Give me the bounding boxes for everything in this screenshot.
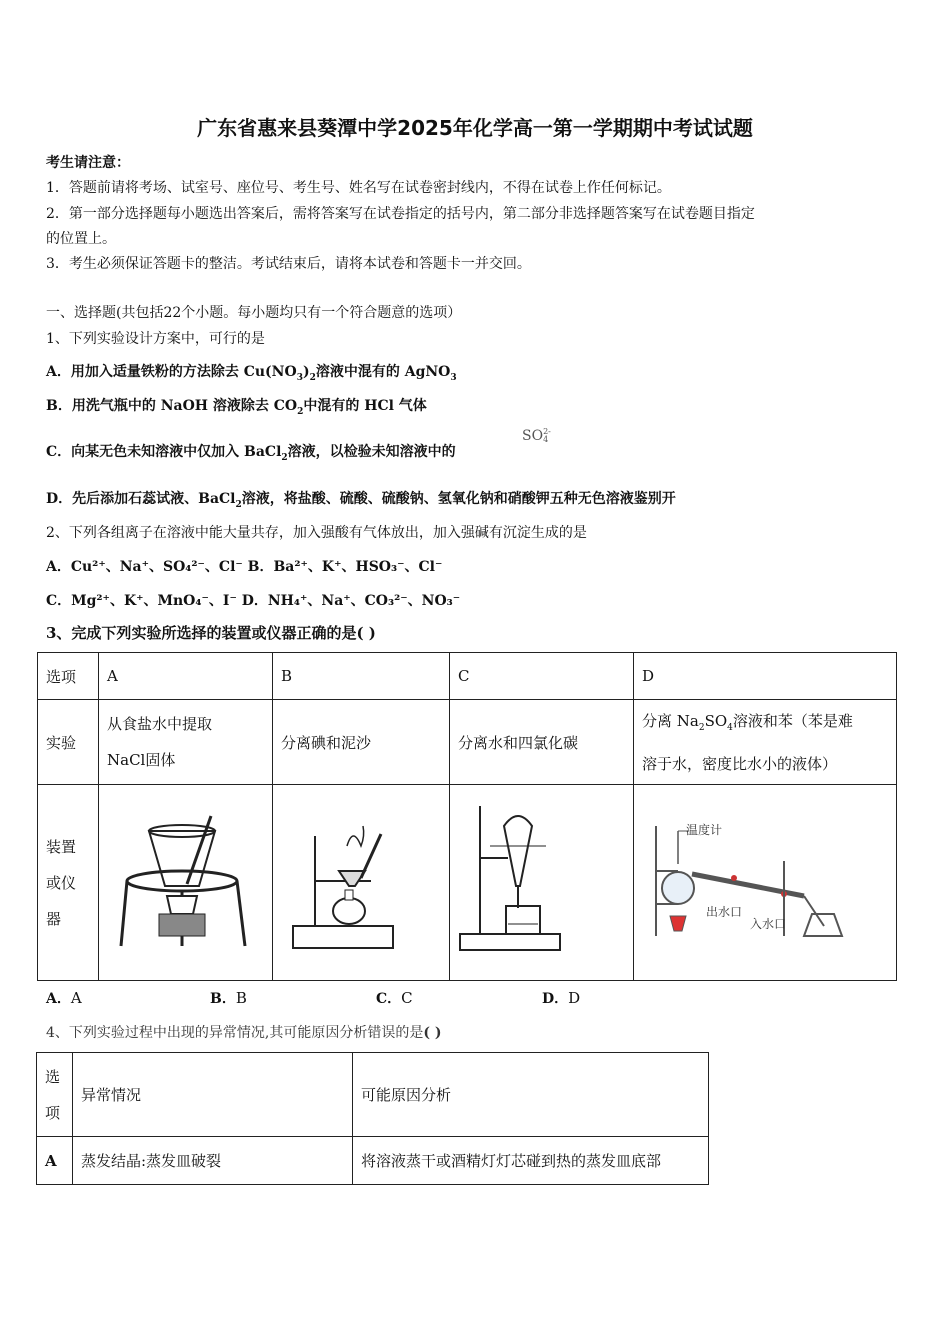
table-cell: D xyxy=(634,653,897,700)
q4-table xyxy=(36,1052,709,1185)
notice-heading: 考生请注意： xyxy=(46,155,130,171)
funnel-stand-apparatus-image xyxy=(273,786,449,980)
q3-option-c: C．C xyxy=(376,989,413,1007)
q2-options-ab: A．Cu²⁺、Na⁺、SO₄²⁻、Cl⁻ B．Ba²⁺、K⁺、HSO₃⁻、Cl⁻ xyxy=(46,559,443,575)
table-row xyxy=(37,1053,709,1137)
table-cell: 分离水和四氯化碳 xyxy=(450,700,634,785)
table-cell: A xyxy=(99,653,273,700)
q1-option-d: D．先后添加石蕊试液、BaCl$_2$溶液，将盐酸、硫酸、硫酸钠、氢氧化钠和硝酸钾五种无色溶液鉴别开 xyxy=(46,491,676,510)
table-cell: A xyxy=(37,1137,73,1185)
table-cell: 选项 xyxy=(38,653,99,700)
q1-stem: 1、下列实验设计方案中，可行的是 xyxy=(46,331,265,347)
table-row xyxy=(38,700,897,785)
q4-stem: 4、下列实验过程中出现的异常情况,其可能原因分析错误的是( ) xyxy=(46,1025,442,1041)
distillation-apparatus-image xyxy=(634,786,896,980)
q3-table xyxy=(37,652,897,981)
notice-item-2: 2．第一部分选择题每小题选出答案后，需将答案写在试卷指定的括号内，第二部分非选择题答案写在试卷题目指定 xyxy=(46,206,755,222)
notice-item-2-cont: 的位置上。 xyxy=(46,231,116,247)
table-cell: 可能原因分析 xyxy=(353,1053,709,1137)
table-cell: 分离碘和泥沙 xyxy=(273,700,450,785)
q2-options-cd: C．Mg²⁺、K⁺、MnO₄⁻、I⁻ D．NH₄⁺、Na⁺、CO₃²⁻、NO₃⁻ xyxy=(46,593,461,609)
page-title: 广东省惠来县葵潭中学2025年化学高一第一学期期中考试试题 xyxy=(197,116,753,140)
table-cell xyxy=(634,785,897,981)
table-cell: B xyxy=(273,653,450,700)
q3-stem: 3、完成下列实验所选择的装置或仪器正确的是( ) xyxy=(46,624,376,642)
table-cell: 选 项 xyxy=(37,1053,73,1137)
sulfate-ion: SO2- 4 xyxy=(522,427,551,444)
q3-option-a: A．A xyxy=(46,989,82,1007)
q2-stem: 2、下列各组离子在溶液中能大量共存，加入强酸有气体放出，加入强碱有沉淀生成的是 xyxy=(46,525,587,541)
table-cell: 实验 xyxy=(38,700,99,785)
notice-item-3: 3．考生必须保证答题卡的整洁。考试结束后，请将本试卷和答题卡一并交回。 xyxy=(46,256,531,272)
water-outlet-label: 出水口 xyxy=(706,904,743,919)
table-cell xyxy=(273,785,450,981)
table-cell: 装置 或仪 器 xyxy=(38,785,99,981)
table-cell: 从食盐水中提取 NaCl固体 xyxy=(99,700,273,785)
q3-option-b: B．B xyxy=(210,989,247,1007)
table-row xyxy=(37,1137,709,1185)
notice-item-1: 1．答题前请将考场、试室号、座位号、考生号、姓名写在试卷密封线内，不得在试卷上作任何标记。 xyxy=(46,180,671,196)
table-cell: 异常情况 xyxy=(73,1053,353,1137)
q1-option-b: B．用洗气瓶中的 NaOH 溶液除去 $CO_2$中混有的 HCl 气体 xyxy=(46,398,427,417)
separatory-funnel-apparatus-image xyxy=(450,786,633,980)
table-row xyxy=(38,785,897,981)
table-cell xyxy=(99,785,273,981)
table-row xyxy=(38,653,897,700)
evaporation-apparatus-image xyxy=(99,786,269,980)
thermometer-label: 温度计 xyxy=(686,822,723,837)
table-cell xyxy=(450,785,634,981)
table-cell: 蒸发结晶:蒸发皿破裂 xyxy=(73,1137,353,1185)
table-cell: 分离 $Na_2SO_4$溶液和苯（苯是难 溶于水，密度比水小的液体） xyxy=(634,700,897,785)
q1-option-c: C．向某无色未知溶液中仅加入 BaCl$_2$溶液，以检验未知溶液中的 xyxy=(46,444,456,463)
table-cell: 将溶液蒸干或酒精灯灯芯碰到热的蒸发皿底部 xyxy=(353,1137,709,1185)
section-heading: 一、选择题(共包括22个小题。每小题均只有一个符合题意的选项） xyxy=(46,305,462,321)
q3-option-d: D．D xyxy=(542,989,581,1007)
water-inlet-label: 入水口 xyxy=(750,916,787,931)
q1-option-a: A．用加入适量铁粉的方法除去 $Cu(NO_3)_2$溶液中混有的 AgNO$_3$ xyxy=(46,364,457,383)
table-cell: C xyxy=(450,653,634,700)
